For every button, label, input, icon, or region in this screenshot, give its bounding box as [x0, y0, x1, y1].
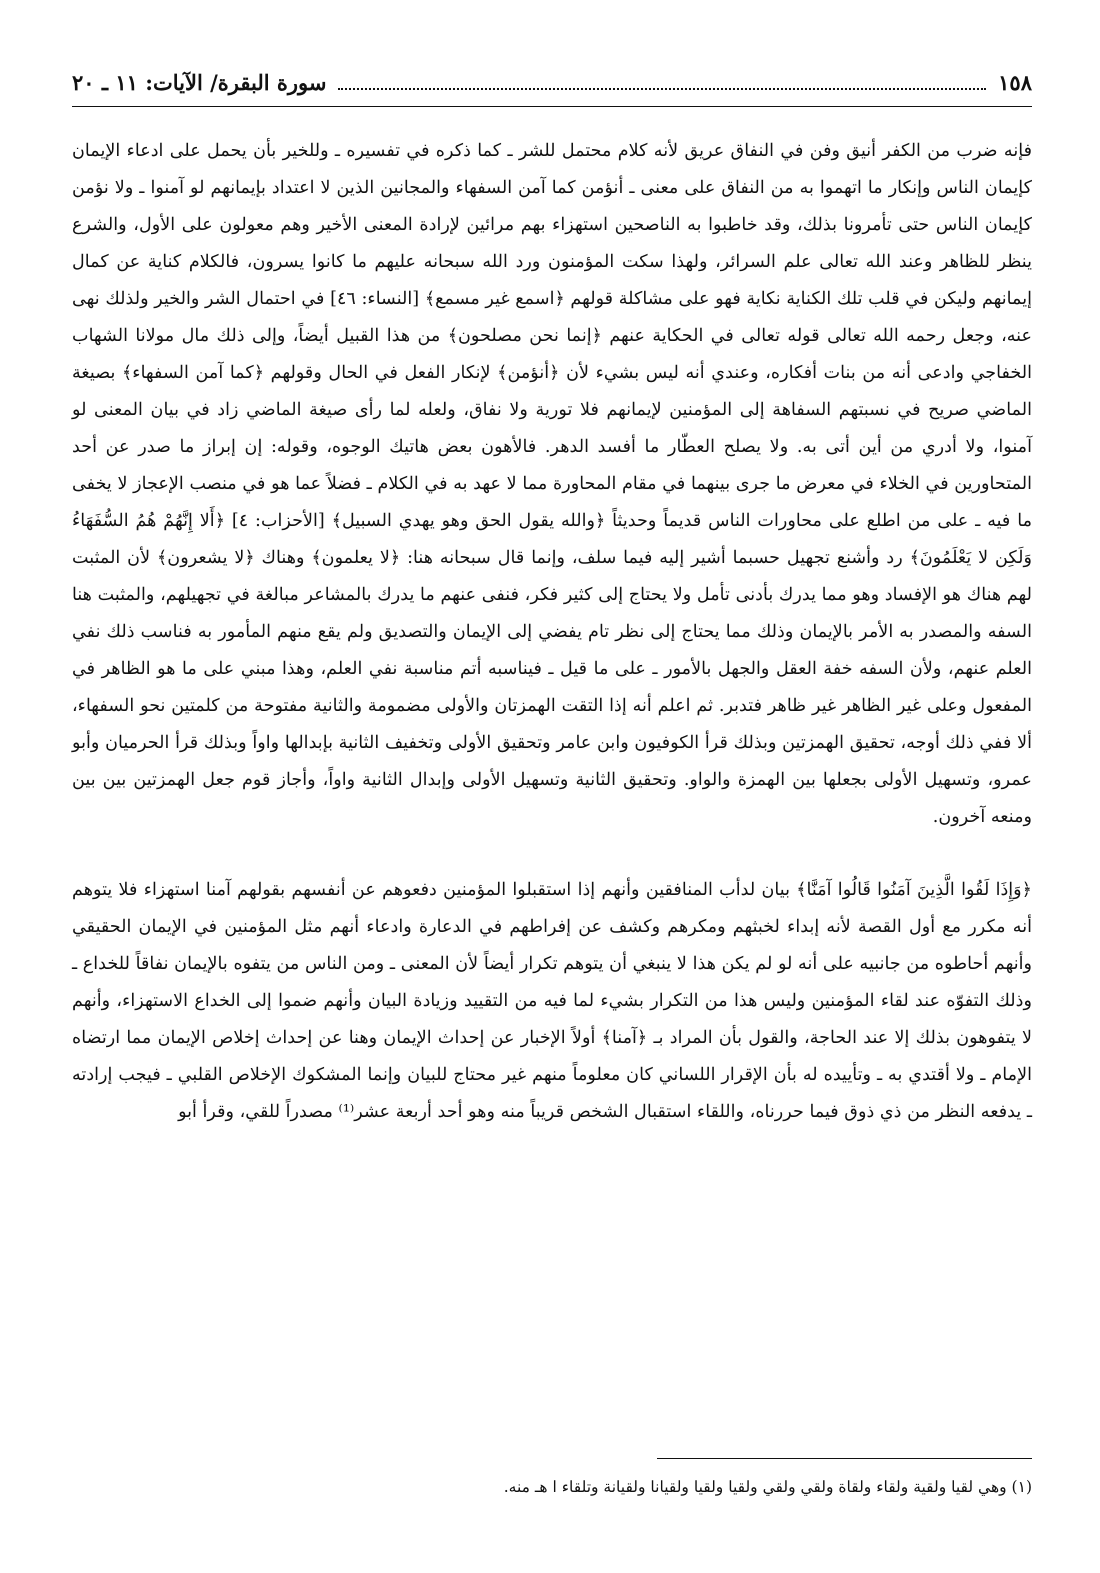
running-header: [72, 70, 1032, 107]
section-title: سورة البقرة/ الآيات: ١١ ـ ٢٠: [72, 70, 327, 95]
footnote-separator: [657, 1458, 1032, 1459]
body-paragraph: ﴿وَإِذَا لَقُوا الَّذِينَ آمَنُوا قَالُوا آمَنَّا﴾ بيان لدأب المنافقين وأنهم إذا استقبلوا المؤمنين دفعوهم عن أنفسهم بقولهم آمنا استهزاء فلا يتوهم أنه مكرر مع أول القصة لأنه إبداء لخبثهم ومكرهم وكشف عن إفراطهم في الدعارة وادعاء أنهم مثل المؤمنين في الإيمان الحقيقي وأنهم أحاطوه من جانبيه على أنه لو لم يكن هذا لا ينبغي أن يتوهم تكرار أيضاً لأن المعنى ـ ومن الناس من يتفوه بالإيمان نفاقاً للخداع ـ وذلك التفوّه عند لقاء المؤمنين وليس هذا من التكرار بشيء لما فيه من التقييد وزيادة البيان وأنهم ضموا إلى الخداع الاستهزاء، وأنهم لا يتفوهون بذلك إلا عند الحاجة، والقول بأن المراد بـ ﴿آمنا﴾ أولاً الإخبار عن إحداث الإيمان وهنا عن إحداث إخلاص الإيمان مما ارتضاه الإمام ـ ولا أقتدي به ـ وتأييده له بأن الإقرار اللساني كان معلوماً منهم غير محتاج للبيان وإنما المشكوك الإخلاص القلبي ـ فيجب إرادته ـ يدفعه النظر من ذي ذوق فيما حررناه، واللقاء استقبال الشخص قريباً منه وهو أحد أربعة عشر⁽¹⁾ مصدراً للقي، وقرأ أبو: [72, 880, 1032, 1122]
book-page: [72, 70, 1032, 1553]
footnote: (١) وهي لقيا ولقية ولقاء ولقاة ولقي ولقي ولقيا ولقيا ولقيانا ولقيانة وتلقاء ا هـ منه.: [503, 1478, 1032, 1496]
header-dot-leader: [338, 86, 986, 90]
page-number: ١٥٨: [998, 70, 1032, 95]
body-paragraph: فإنه ضرب من الكفر أنيق وفن في النفاق عريق لأنه كلام محتمل للشر ـ كما ذكره في تفسيره ـ وللخير بأن يحمل على ادعاء الإيمان كإيمان الناس وإنكار ما اتهموا به من النفاق على معنى ـ أنؤمن كما آمن السفهاء والمجانين الذين لا اعتداد بإيمانهم لو آمنوا ـ ولا نؤمن كإيمان الناس حتى تأمرونا بذلك، وقد خاطبوا به الناصحين استهزاء بهم مرائين لإرادة المعنى الأخير وهم معولون على الأول، والشرع ينظر للظاهر وعند الله تعالى علم السرائر، ولهذا سكت المؤمنون ورد الله سبحانه عليهم ما كانوا يسرون، فالكلام كناية عن كمال إيمانهم وليكن في قلب تلك الكناية نكاية فهو على مشاكلة قولهم ﴿اسمع غير مسمع﴾ [النساء: ٤٦] في احتمال الشر والخير ولذلك نهى عنه، وجعل رحمه الله تعالى قوله تعالى في الحكاية عنهم ﴿إنما نحن مصلحون﴾ من هذا القبيل أيضاً، وإلى ذلك مال مولانا الشهاب الخفاجي وادعى أنه من بنات أفكاره، وعندي أنه ليس بشيء لأن ﴿أنؤمن﴾ لإنكار الفعل في الحال وقولهم ﴿كما آمن السفهاء﴾ بصيغة الماضي صريح في نسبتهم السفاهة إلى المؤمنين لإيمانهم فلا تورية ولا نفاق، ولعله لما رأى صيغة الماضي زاد في بيان المعنى لو آمنوا، ولا أدري من أين أتى به. ولا يصلح العطّار ما أفسد الدهر. فالأهون بعض هاتيك الوجوه، وقوله: إن إبراز ما صدر عن أحد المتحاورين في الخلاء في معرض ما جرى بينهما في مقام المحاورة مما لا عهد به في الكلام ـ فضلاً عما هو في منصب الإعجاز لا يخفى ما فيه ـ على من اطلع على محاورات الناس قديماً وحديثاً ﴿والله يقول الحق وهو يهدي السبيل﴾ [الأحزاب: ٤] ﴿أَلا إِنَّهُمْ هُمُ السُّفَهَاءُ وَلَكِن لا يَعْلَمُونَ﴾ رد وأشنع تجهيل حسبما أشير إليه فيما سلف، وإنما قال سبحانه هنا: ﴿لا يعلمون﴾ وهناك ﴿لا يشعرون﴾ لأن المثبت لهم هناك هو الإفساد وهو مما يدرك بأدنى تأمل ولا يحتاج إلى كثير فكر، فنفى عنهم ما يدرك بالمشاعر مبالغة في تجهيلهم، والمثبت هنا السفه والمصدر به الأمر بالإيمان وذلك مما يحتاج إلى نظر تام يفضي إلى الإيمان والتصديق ولم يقع منهم المأمور به فناسب ذلك نفي العلم عنهم، ولأن السفه خفة العقل والجهل بالأمور ـ على ما قيل ـ فيناسبه أتم مناسبة نفي العلم، وهذا مبني على ما هو الظاهر في المفعول وعلى غير الظاهر غير ظاهر فتدبر. ثم اعلم أنه إذا التقت الهمزتان والأولى مضمومة والثانية مفتوحة من كلمتين نحو السفهاء، ألا ففي ذلك أوجه، تحقيق الهمزتين وبذلك قرأ الكوفيون وابن عامر وتحقيق الأولى وتخفيف الثانية بإبدالها واواً وبذلك قرأ الحرميان وأبو عمرو، وتسهيل الأولى بجعلها بين الهمزة والواو. وتحقيق الثانية وتسهيل الأولى وإبدال الثانية واواً، وأجاز قوم جعل الهمزتين بين بين ومنعه آخرون.: [72, 141, 1032, 827]
